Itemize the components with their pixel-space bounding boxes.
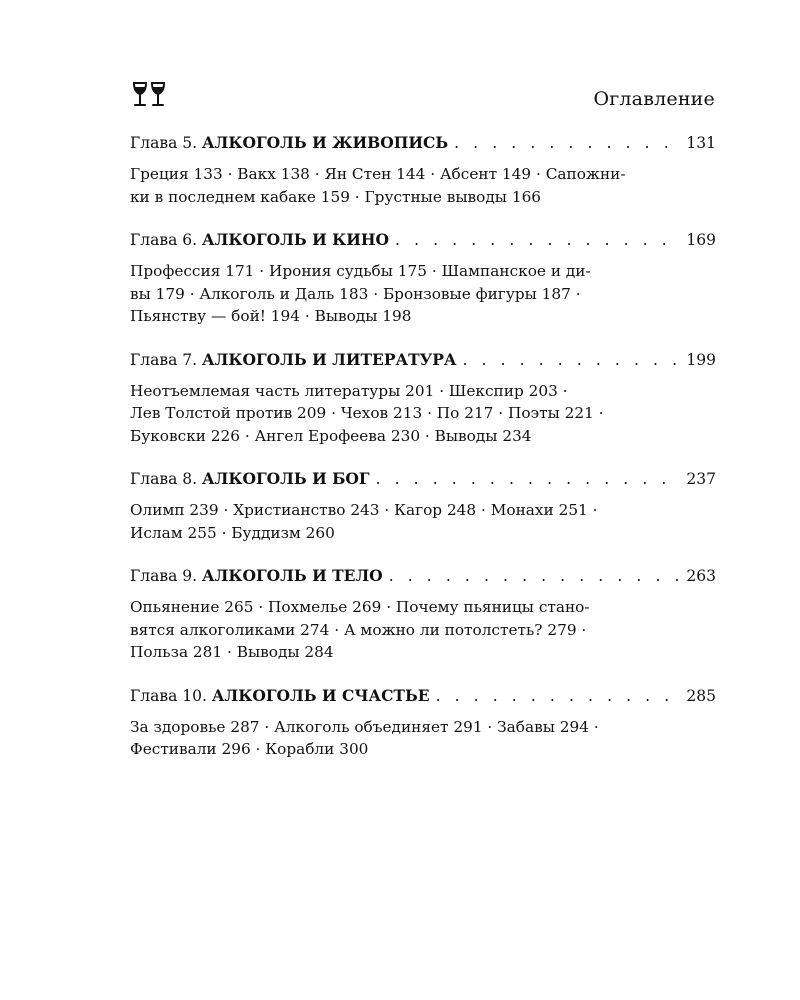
- section-line: Олимп 239 · Христианство 243 · Кагор 248 · Монахи 251 ·: [130, 501, 598, 519]
- chapter-page-number: 263: [686, 567, 716, 585]
- table-of-contents: [130, 133, 716, 783]
- chapter-number: Глава 9.: [130, 567, 198, 585]
- page-title: Оглавление: [593, 88, 715, 110]
- section-line: Буковски 226 · Ангел Ерофеева 230 · Выводы 234: [130, 426, 532, 445]
- chapter-5-entry: [130, 133, 716, 208]
- section-line: Профессия 171 · Ирония судьбы 175 · Шампанское и ди-: [130, 262, 591, 280]
- chapter-sections: [130, 596, 650, 664]
- chapter-title: АЛКОГОЛЬ И СЧАСТЬЕ: [211, 685, 430, 705]
- chapter-heading: [130, 469, 716, 493]
- chapter-title: АЛКОГОЛЬ И КИНО: [202, 230, 390, 249]
- chapter-heading: [130, 230, 716, 254]
- chapter-number: Глава 10.: [130, 686, 207, 705]
- chapter-sections: [130, 163, 650, 208]
- dot-leader: [395, 231, 678, 249]
- section-line: За здоровье 287 · Алкоголь объединяет 291 · Забавы 294 ·: [130, 717, 599, 736]
- section-line: Ислам 255 · Буддизм 260: [130, 523, 335, 542]
- chapter-sections: [130, 499, 650, 544]
- chapter-title: АЛКОГОЛЬ И ЖИВОПИСЬ: [202, 133, 449, 152]
- chapter-page-number: 199: [686, 350, 716, 369]
- chapter-sections: [130, 260, 650, 328]
- chapter-title: АЛКОГОЛЬ И ТЕЛО: [202, 566, 383, 585]
- chapter-page-number: 285: [686, 686, 716, 705]
- chapter-number: Глава 6.: [130, 231, 198, 249]
- chapter-title: АЛКОГОЛЬ И ЛИТЕРАТУРА: [202, 349, 457, 369]
- chapter-title: АЛКОГОЛЬ И БОГ: [202, 469, 370, 488]
- chapter-page-number: 131: [686, 134, 716, 152]
- wine-glasses-icon: [130, 80, 170, 108]
- section-line: Греция 133 · Вакх 138 · Ян Стен 144 · Абсент 149 · Сапожни-: [130, 165, 626, 183]
- section-line: вы 179 · Алкоголь и Даль 183 · Бронзовые фигуры 187 ·: [130, 284, 581, 303]
- dot-leader: [436, 687, 679, 705]
- chapter-number: Глава 8.: [130, 470, 198, 488]
- chapter-7-entry: [130, 350, 716, 448]
- chapter-heading: [130, 566, 716, 590]
- chapter-page-number: 169: [686, 231, 716, 249]
- chapter-10-entry: [130, 686, 716, 761]
- section-line: Неотъемлемая часть литературы 201 · Шекспир 203 ·: [130, 381, 568, 400]
- section-line: Пьянству — бой! 194 · Выводы 198: [130, 307, 412, 325]
- chapter-9-entry: [130, 566, 716, 664]
- chapter-page-number: 237: [686, 470, 716, 488]
- dot-leader: [376, 470, 679, 488]
- chapter-sections: [130, 716, 650, 761]
- chapter-heading: [130, 133, 716, 157]
- chapter-8-entry: [130, 469, 716, 544]
- chapter-number: Глава 7.: [130, 350, 198, 369]
- section-line: Лев Толстой против 209 · Чехов 213 · По 217 · Поэты 221 ·: [130, 404, 604, 422]
- chapter-number: Глава 5.: [130, 134, 198, 152]
- dot-leader: [389, 567, 679, 585]
- chapter-heading: [130, 350, 716, 374]
- chapter-heading: [130, 686, 716, 710]
- section-line: ки в последнем кабаке 159 · Грустные выводы 166: [130, 187, 542, 206]
- dot-leader: [454, 134, 678, 152]
- section-line: Польза 281 · Выводы 284: [130, 643, 334, 661]
- section-line: вятся алкоголиками 274 · А можно ли потолстеть? 279 ·: [130, 620, 587, 639]
- dot-leader: [463, 351, 679, 369]
- section-line: Опьянение 265 · Похмелье 269 · Почему пьяницы стано-: [130, 598, 590, 616]
- chapter-6-entry: [130, 230, 716, 328]
- chapter-sections: [130, 380, 650, 448]
- section-line: Фестивали 296 · Корабли 300: [130, 740, 369, 758]
